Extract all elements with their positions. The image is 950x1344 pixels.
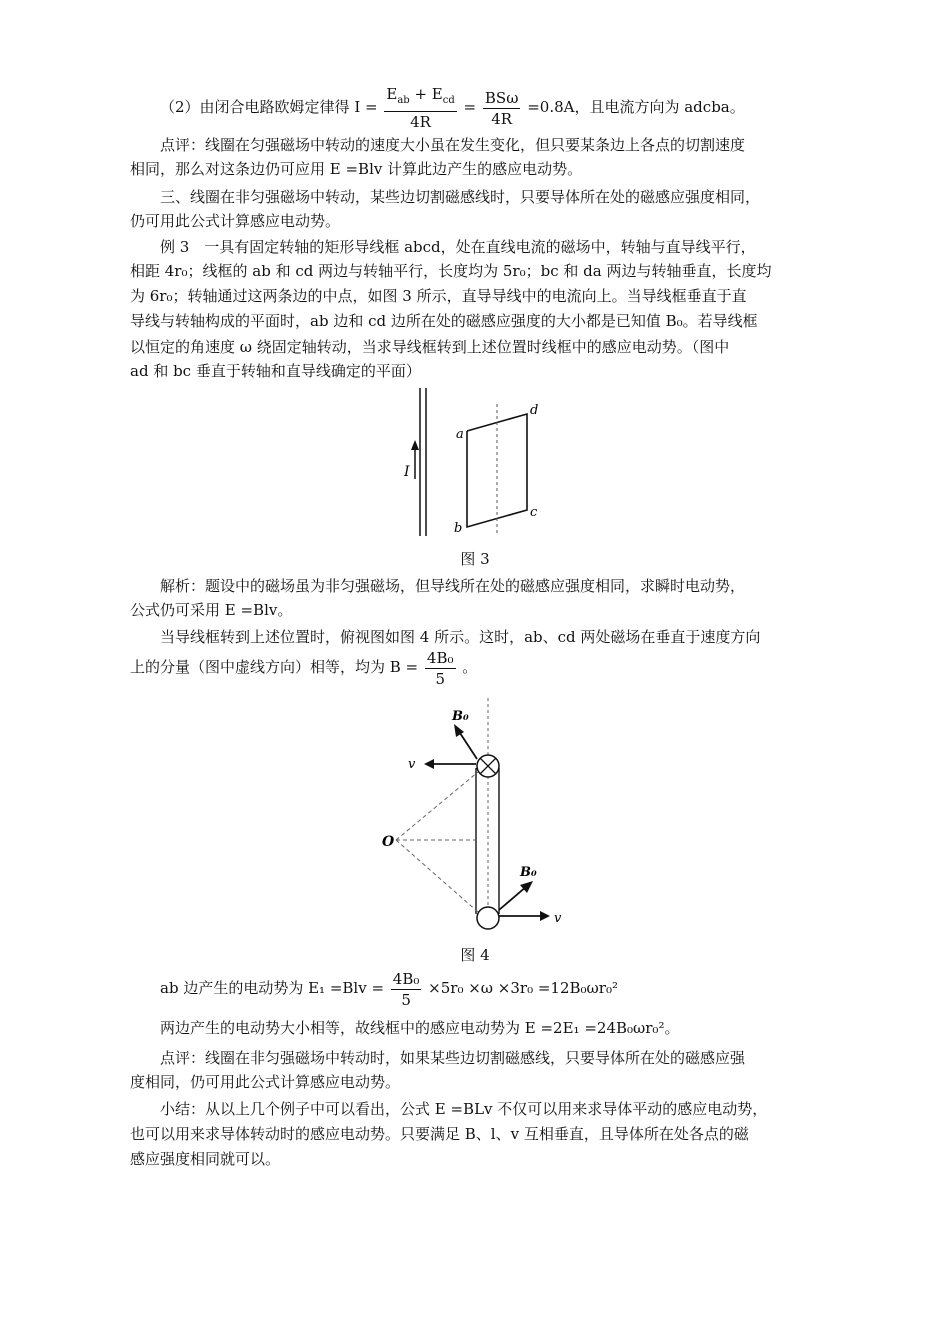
figure-3-diagram xyxy=(380,384,580,544)
analysis-line-2: 公式仍可采用 E =Blv。 xyxy=(130,601,293,619)
emf-ab-prefix: ab 边产生的电动势为 E₁ =Blv = xyxy=(160,979,385,997)
v-top-label: v xyxy=(408,757,416,772)
v-top-arrow-head xyxy=(424,759,434,769)
fraction-4b0-5 xyxy=(425,648,456,689)
b0-bottom-label: B₀ xyxy=(520,865,537,880)
comment-1-line-1: 点评：线圈在匀强磁场中转动的速度大小虽在发生变化，但只要某条边上各点的切割速度 xyxy=(160,136,746,154)
fraction-numerator: $E_{ab} + E_{cd}$ xyxy=(384,84,456,112)
example-3-line-2: 相距 4r₀；线框的 ab 和 cd 两边与转轴平行，长度均为 5r₀；bc 和 da 两边与转轴垂直，长度均 xyxy=(130,262,772,280)
fraction-numerator: 4B₀ xyxy=(392,969,420,988)
fraction-eab-ecd xyxy=(384,84,456,132)
fraction-bsw xyxy=(483,88,521,129)
top-view-line-1: 当导线框转到上述位置时，俯视图如图 4 所示。这时，ab、cd 两处磁场在垂直于速度方向 xyxy=(160,628,761,646)
equals-sign: = xyxy=(463,98,477,116)
corner-label-b: b xyxy=(454,521,463,536)
example-3-line-4: 导线与转轴构成的平面时，ab 边和 cd 边所在处的磁感应强度的大小都是已知值 B₀。若导线框 xyxy=(130,312,758,330)
example-3-line-5: 以恒定的角速度 ω 绕固定轴转动，当求导线框转到上述位置时线框中的感应电动势。（图中 xyxy=(130,338,730,356)
example-3-line-6: ad 和 bc 垂直于转轴和直导线确定的平面） xyxy=(130,362,421,380)
ohm-law-line xyxy=(160,84,860,130)
current-label: I xyxy=(404,464,410,480)
corner-label-d: d xyxy=(530,403,539,418)
ohm-law-prefix: （2）由闭合电路欧姆定律得 I = xyxy=(160,98,378,116)
fraction-4b0-5 xyxy=(391,969,422,1010)
fraction-numerator: 4B₀ xyxy=(426,648,454,667)
fraction-denominator: 5 xyxy=(401,990,411,1009)
current-arrow-head xyxy=(411,440,419,450)
radius-line-top xyxy=(396,772,478,840)
section-3-line-1: 三、线圈在非匀强磁场中转动，某些边切割磁感线时，只要导体所在处的磁感应强度相同， xyxy=(160,188,761,206)
b0-bottom-arrow-shaft xyxy=(499,886,527,910)
summary-line-2: 也可以用来求导体转动时的感应电动势。只要满足 B、l、v 互相垂直，且导体所在处各点的磁 xyxy=(130,1125,749,1143)
comment-2-line-2: 度相同，仍可用此公式计算感应电动势。 xyxy=(130,1073,401,1091)
corner-label-a: a xyxy=(456,427,464,442)
top-view-line-2-end: 。 xyxy=(462,658,478,676)
center-label-O: O xyxy=(382,834,395,850)
figure-4-caption: 图 4 xyxy=(460,946,490,964)
emf-ab-suffix: ×5r₀ ×ω ×3r₀ =12B₀ωr₀² xyxy=(428,979,618,997)
b0-top-label: B₀ xyxy=(452,709,469,724)
ohm-law-suffix: =0.8A，且电流方向为 adcba。 xyxy=(527,98,745,116)
top-view-line-2-text: 上的分量（图中虚线方向）相等，均为 B = xyxy=(130,658,419,676)
figure-3-caption: 图 3 xyxy=(460,550,490,568)
figure-4-diagram xyxy=(370,696,580,934)
emf-ab-line xyxy=(160,965,860,1011)
comment-2-line-1: 点评：线圈在非匀强磁场中转动时，如果某些边切割磁感线，只要导体所在处的磁感应强 xyxy=(160,1049,746,1067)
example-3-line-3: 为 6r₀；转轴通过这两条边的中点，如图 3 所示，直导导线中的电流向上。当导线框垂直于直 xyxy=(130,287,747,305)
analysis-line-1: 解析：题设中的磁场虽为非匀强磁场，但导线所在处的磁感应强度相同，求瞬时电动势， xyxy=(160,577,746,595)
summary-line-1: 小结：从以上几个例子中可以看出，公式 E =BLv 不仅可以用来求导体平动的感应电动势， xyxy=(160,1100,768,1118)
summary-line-3: 感应强度相同就可以。 xyxy=(130,1150,281,1168)
section-3-line-2: 仍可用此公式计算感应电动势。 xyxy=(130,212,341,230)
v-bottom-label: v xyxy=(554,911,562,926)
fraction-denominator: 4R xyxy=(410,113,431,131)
fraction-numerator: BSω xyxy=(484,88,519,107)
comment-1-line-2: 相同，那么对这条边仍可应用 E =Blv 计算此边产生的感应电动势。 xyxy=(130,160,583,178)
total-emf-line: 两边产生的电动势大小相等，故线框中的感应电动势为 E =2E₁ =24B₀ωr₀²。 xyxy=(160,1019,680,1037)
fraction-denominator: 4R xyxy=(491,109,513,128)
example-3-line-1: 例 3 一具有固定转轴的矩形导线框 abcd，处在直线电流的磁场中，转轴与直导线平行， xyxy=(160,238,756,256)
radius-line-bottom xyxy=(396,840,478,912)
b0-top-arrow-head xyxy=(454,724,464,737)
fraction-denominator: 5 xyxy=(435,669,445,688)
corner-label-c: c xyxy=(530,505,538,520)
v-bottom-arrow-head xyxy=(540,911,550,921)
b0-top-arrow-shaft xyxy=(458,730,477,759)
top-view-line-2 xyxy=(130,644,830,690)
out-of-page-conductor xyxy=(477,907,499,929)
